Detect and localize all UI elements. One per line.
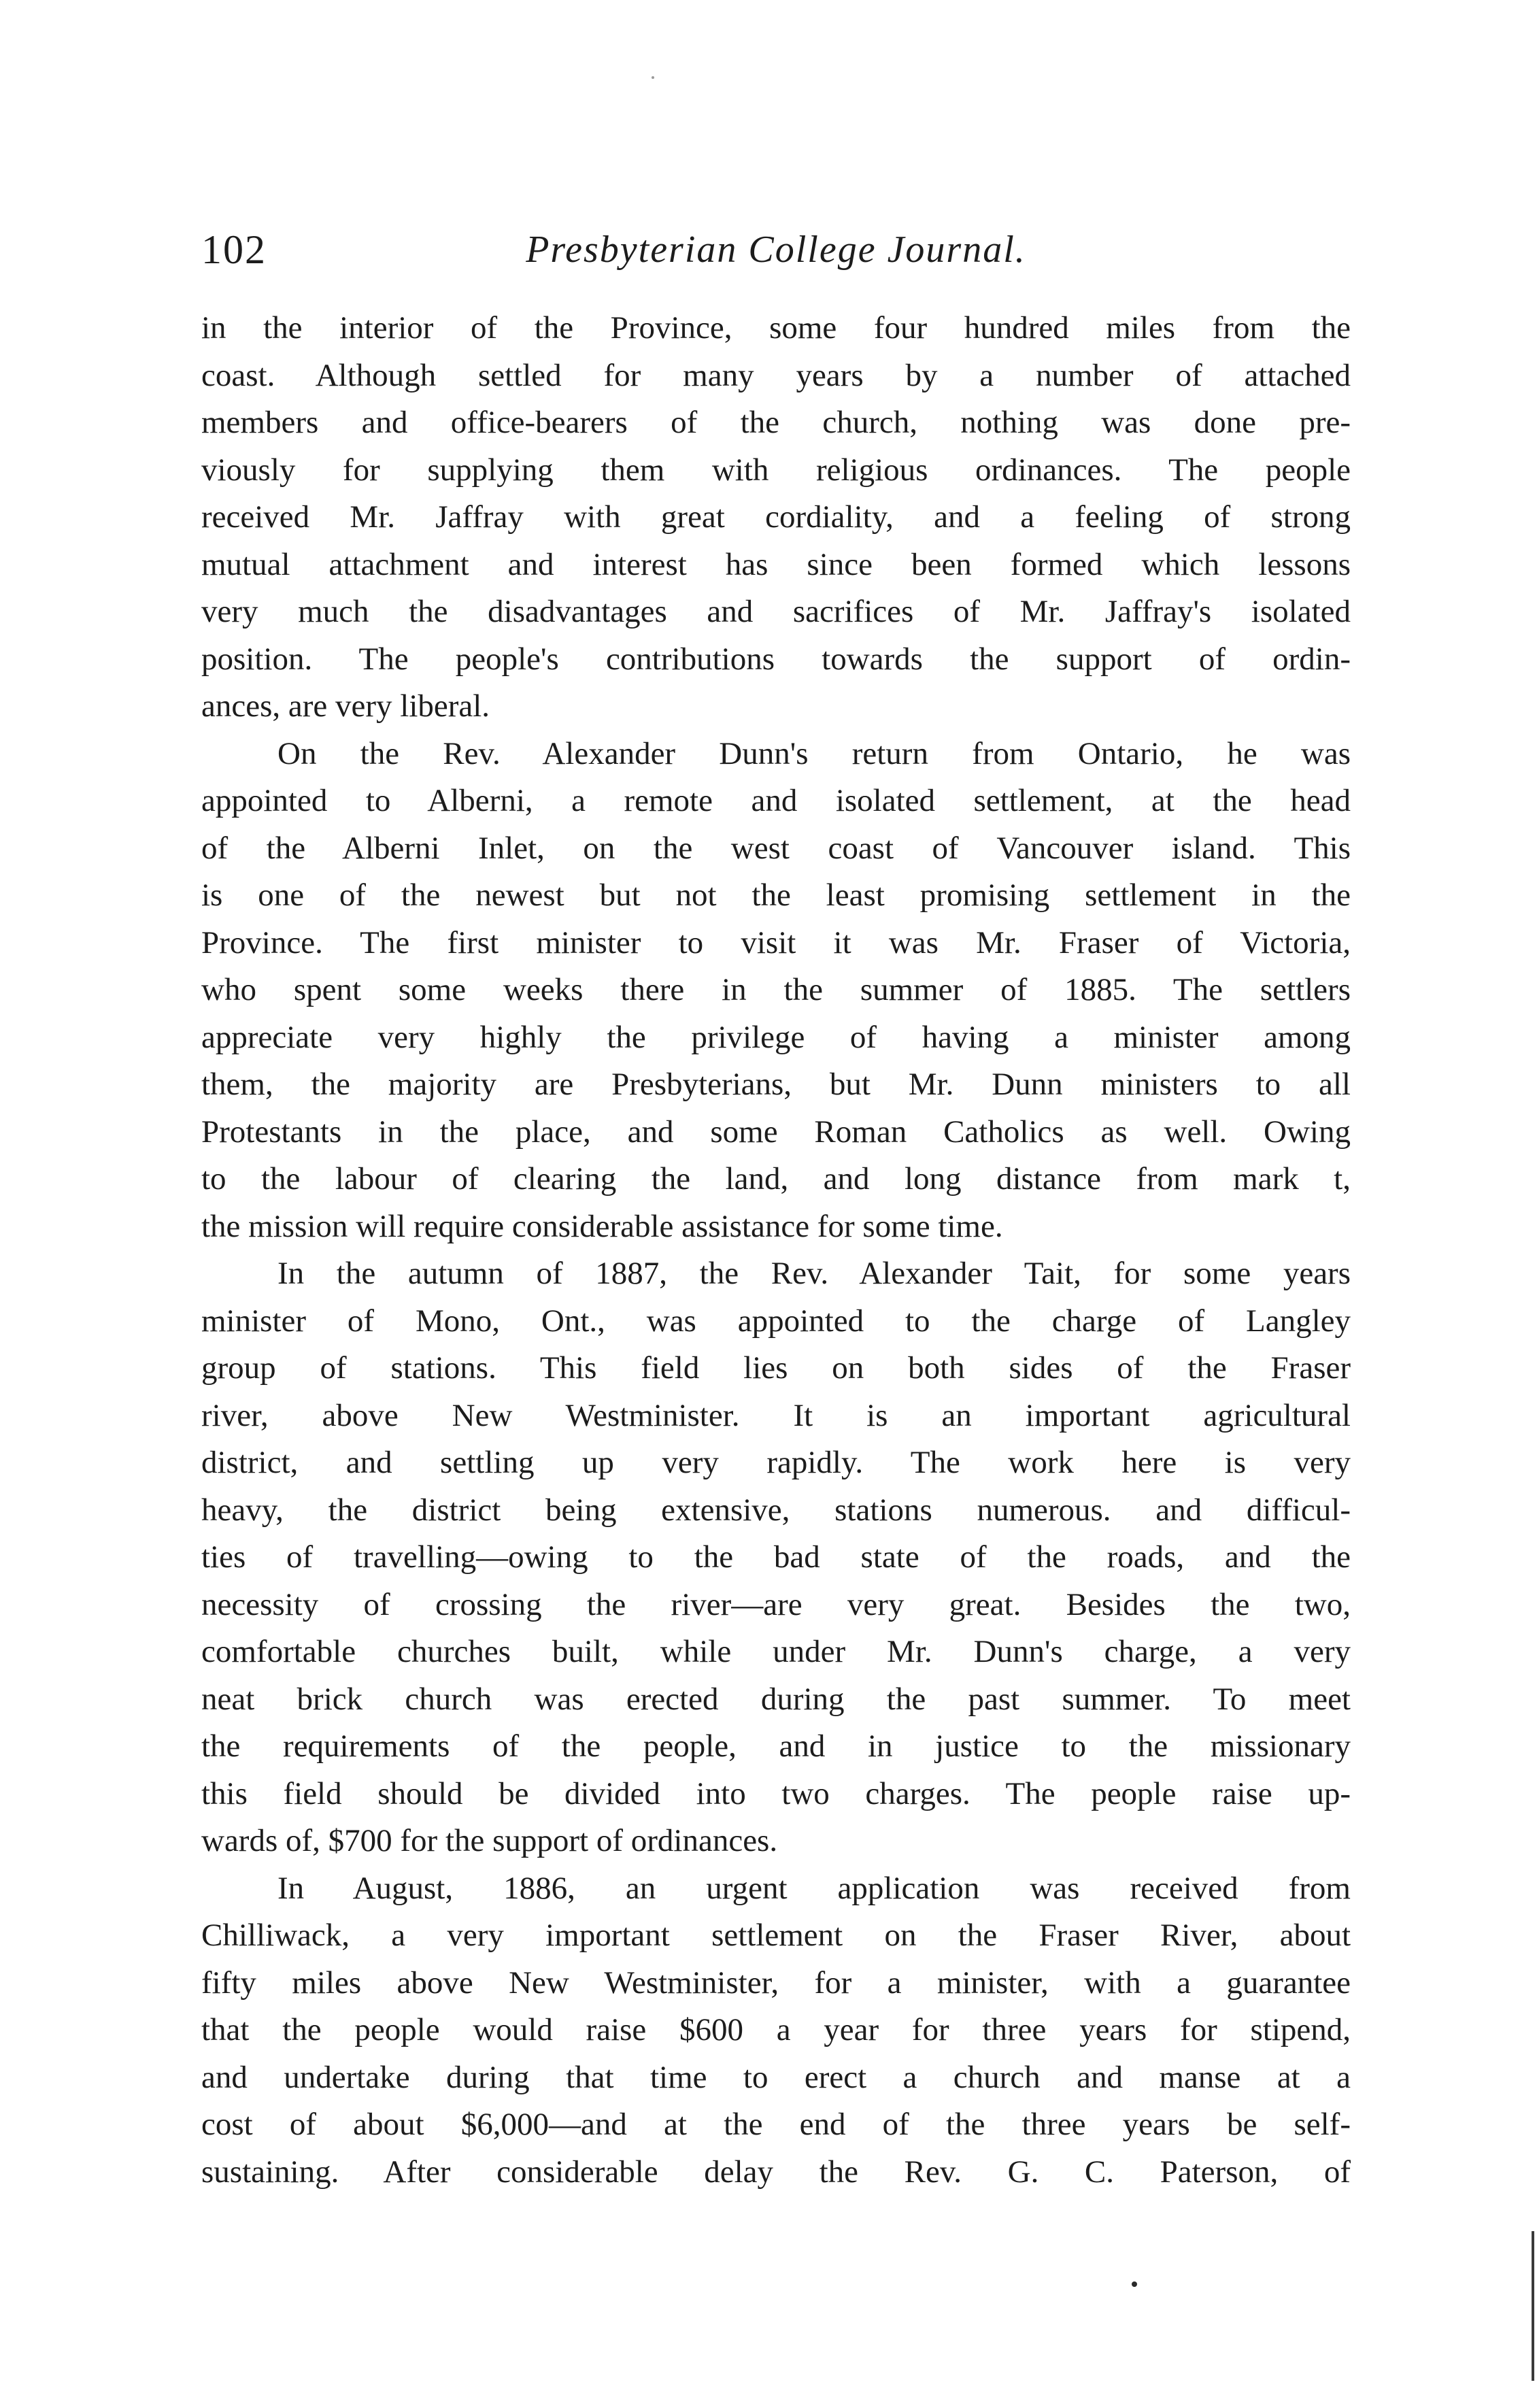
paragraph-1: [201, 305, 1351, 731]
text-line: coast. Although settled for many years by a number of attached: [201, 357, 1351, 393]
text-line: fifty miles above New Westminister, for a minister, with a guarantee: [201, 1964, 1351, 2001]
text-line: of the Alberni Inlet, on the west coast of Vancouver island. This: [201, 830, 1351, 866]
text-line: river, above New Westminister. It is an important agricultural: [201, 1397, 1351, 1433]
ink-speck: [652, 76, 654, 79]
paragraph-3: [201, 1250, 1351, 1865]
text-line: is one of the newest but not the least promising settlement in the: [201, 877, 1351, 913]
text-line: this field should be divided into two charges. The people raise up-: [201, 1775, 1351, 1811]
text-line: and undertake during that time to erect a church and manse at a: [201, 2059, 1351, 2095]
text-line: ties of travelling—owing to the bad state of the roads, and the: [201, 1539, 1351, 1575]
text-line: the mission will require considerable assistance for some time.: [201, 1208, 1003, 1244]
text-line: On the Rev. Alexander Dunn's return from Ontario, he was: [277, 735, 1351, 771]
text-line: cost of about $6,000—and at the end of the three years be self-: [201, 2107, 1351, 2142]
text-line: comfortable churches built, while under Mr. Dunn's charge, a very: [201, 1634, 1351, 1669]
text-line: In the autumn of 1887, the Rev. Alexander Tait, for some years: [277, 1256, 1351, 1291]
text-line: necessity of crossing the river—are very great. Besides the two,: [201, 1586, 1351, 1622]
text-line: In August, 1886, an urgent application was received from: [277, 1870, 1351, 1906]
text-line: Province. The first minister to visit it was Mr. Fraser of Victoria,: [201, 924, 1351, 960]
text-line: district, and settling up very rapidly. The work here is very: [201, 1445, 1351, 1480]
text-line: received Mr. Jaffray with great cordiality, and a feeling of strong: [201, 499, 1351, 535]
text-line: viously for supplying them with religious ordinances. The people: [201, 452, 1351, 488]
text-line: position. The people's contributions towards the support of ordin-: [201, 641, 1351, 677]
text-line: who spent some weeks there in the summer of 1885. The settlers: [201, 972, 1351, 1007]
text-line: appreciate very highly the privilege of having a minister among: [201, 1019, 1351, 1055]
text-line: Chilliwack, a very important settlement on the Fraser River, about: [201, 1918, 1351, 1953]
text-line: group of stations. This field lies on both sides of the Fraser: [201, 1350, 1351, 1386]
text-line: ances, are very liberal.: [201, 688, 490, 724]
text-line: wards of, $700 for the support of ordinances.: [201, 1823, 778, 1858]
text-line: them, the majority are Presbyterians, but Mr. Dunn ministers to all: [201, 1067, 1351, 1102]
journal-title: Presbyterian College Journal.: [526, 229, 1026, 271]
running-head: [201, 219, 1351, 280]
page-edge-mark: [1532, 2231, 1534, 2381]
body-text: [201, 305, 1351, 2196]
text-line: Protestants in the place, and some Roman Catholics as well. Owing: [201, 1114, 1351, 1150]
text-line: members and office-bearers of the church, nothing was done pre-: [201, 405, 1351, 440]
ink-speck: [1132, 2281, 1137, 2287]
text-line: in the interior of the Province, some four hundred miles from the: [201, 310, 1351, 346]
page-number: 102: [201, 227, 267, 272]
paragraph-4: [201, 1865, 1351, 2196]
text-line: neat brick church was erected during the past summer. To meet: [201, 1681, 1351, 1717]
text-line: heavy, the district being extensive, stations numerous. and difficul-: [201, 1492, 1351, 1528]
paragraph-2: [201, 731, 1351, 1251]
text-line: that the people would raise $600 a year for three years for stipend,: [201, 2012, 1351, 2047]
text-line: very much the disadvantages and sacrifices of Mr. Jaffray's isolated: [201, 594, 1351, 629]
text-line: mutual attachment and interest has since been formed which lessons: [201, 546, 1351, 582]
text-line: appointed to Alberni, a remote and isolated settlement, at the head: [201, 783, 1351, 818]
text-line: sustaining. After considerable delay the Rev. G. C. Paterson, of: [201, 2154, 1351, 2190]
text-line: minister of Mono, Ont., was appointed to the charge of Langley: [201, 1303, 1351, 1339]
text-line: the requirements of the people, and in justice to the missionary: [201, 1728, 1351, 1764]
text-line: to the labour of clearing the land, and long distance from mark t,: [201, 1161, 1351, 1197]
